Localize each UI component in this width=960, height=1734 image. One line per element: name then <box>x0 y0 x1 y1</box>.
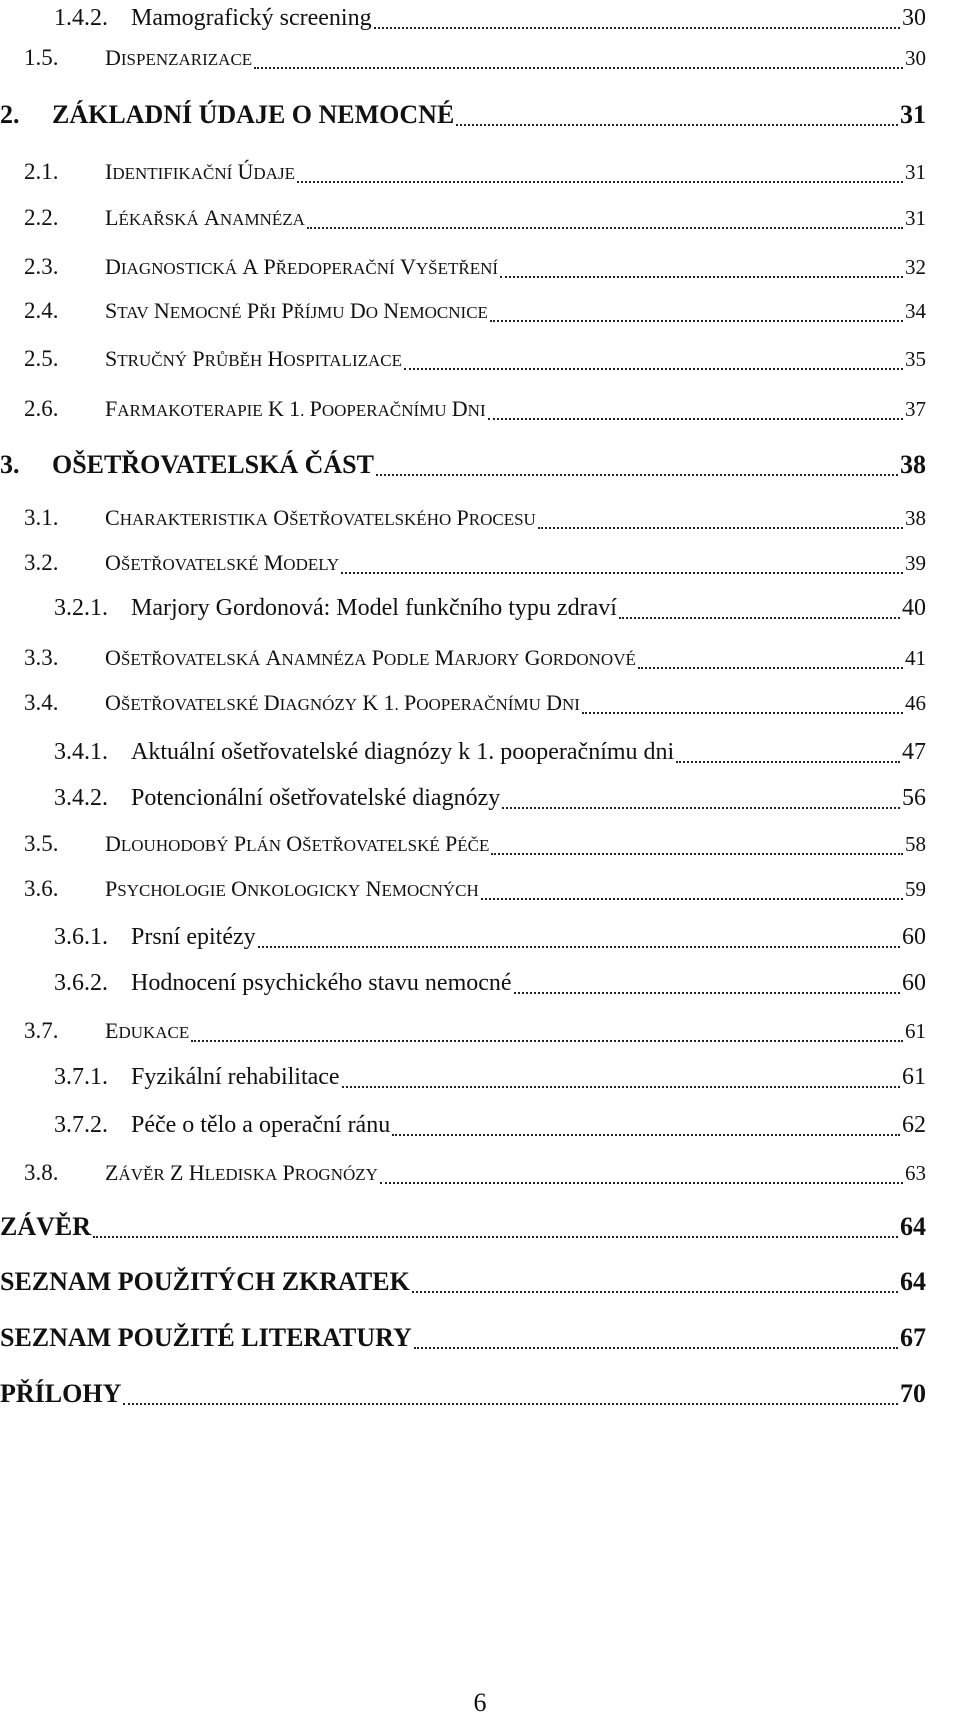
toc-entry-title: Hodnocení psychického stavu nemocné <box>131 970 512 996</box>
toc-entry-title: OŠETŘOVATELSKÁ ČÁST <box>52 450 374 479</box>
toc-entry-page: 64 <box>900 1212 926 1241</box>
toc-entry[interactable] <box>0 734 960 770</box>
toc-entry-title: SEZNAM POUŽITÉ LITERATURY <box>0 1323 412 1352</box>
toc-entry-title: STRUČNÝ PRŮBĚH HOSPITALIZACE <box>105 346 402 371</box>
toc-entry-page: 38 <box>905 506 926 530</box>
toc-leader-dots <box>490 320 903 322</box>
toc-entry-page: 31 <box>900 100 926 129</box>
toc-entry-page: 41 <box>905 646 926 670</box>
toc-entry-number: 3.1. <box>24 505 59 530</box>
toc-leader-dots <box>341 572 903 574</box>
toc-leader-dots <box>342 1086 900 1088</box>
toc-entry-page: 63 <box>905 1161 926 1185</box>
toc-entry-page: 38 <box>900 450 926 479</box>
toc-entry-page: 60 <box>902 924 926 950</box>
toc-entry-number: 2.6. <box>24 396 59 421</box>
toc-entry[interactable] <box>0 200 960 236</box>
toc-entry-title: Aktuální ošetřovatelské diagnózy k 1. pooperačnímu dni <box>131 739 675 765</box>
toc-leader-dots <box>297 181 903 183</box>
toc-entry[interactable] <box>0 1107 960 1143</box>
toc-entry-title: OŠETŘOVATELSKÉ DIAGNÓZY K 1. POOPERAČNÍMU DNI <box>105 690 580 715</box>
toc-leader-dots <box>514 992 900 994</box>
toc-entry-number: 3.2. <box>24 550 59 575</box>
toc-entry-number: 2.3. <box>24 254 59 279</box>
toc-entry-number: 3. <box>0 450 20 479</box>
toc-entry-title: Fyzikální rehabilitace <box>131 1064 340 1090</box>
toc-entry[interactable] <box>0 780 960 816</box>
toc-entry-number: 3.7. <box>24 1018 59 1043</box>
toc-entry-title: IDENTIFIKAČNÍ ÚDAJE <box>105 159 295 184</box>
toc-leader-dots <box>619 617 900 619</box>
toc-entry-title: LÉKAŘSKÁ ANAMNÉZA <box>105 205 305 230</box>
toc-entry-page: 62 <box>902 1112 926 1138</box>
toc-entry[interactable] <box>0 249 960 285</box>
toc-entry-title: OŠETŘOVATELSKÉ MODELY <box>105 550 340 575</box>
toc-entry-number: 2.4. <box>24 298 59 323</box>
toc-entry-number: 3.2.1. <box>54 595 108 621</box>
toc-entry-number: 2.5. <box>24 346 59 371</box>
toc-entry-page: 61 <box>905 1019 926 1043</box>
toc-entry[interactable] <box>0 1264 960 1300</box>
toc-entry-number: 3.6.2. <box>54 970 108 996</box>
toc-entry-page: 40 <box>902 595 926 621</box>
toc-leader-dots <box>500 276 903 278</box>
toc-entry-title: STAV NEMOCNÉ PŘI PŘÍJMU DO NEMOCNICE <box>105 298 488 323</box>
toc-leader-dots <box>380 1182 903 1184</box>
toc-leader-dots <box>412 1291 898 1293</box>
toc-leader-dots <box>374 27 900 29</box>
toc-entry-page: 30 <box>902 5 926 31</box>
toc-entry[interactable] <box>0 40 960 76</box>
toc-entry-page: 31 <box>905 160 926 184</box>
toc-entry-title: EDUKACE <box>105 1018 190 1043</box>
toc-entry-page: 30 <box>905 46 926 70</box>
toc-entry-number: 2. <box>0 100 20 129</box>
toc-leader-dots <box>123 1403 898 1405</box>
toc-leader-dots <box>258 946 900 948</box>
toc-entry[interactable] <box>0 919 960 955</box>
toc-entry-number: 3.6. <box>24 876 59 901</box>
toc-entry[interactable] <box>0 391 960 427</box>
toc-entry[interactable] <box>0 1155 960 1191</box>
toc-entry[interactable] <box>0 341 960 377</box>
toc-entry[interactable] <box>0 1059 960 1095</box>
toc-entry-title: ZÁVĚR Z HLEDISKA PROGNÓZY <box>105 1160 378 1185</box>
toc-leader-dots <box>254 67 903 69</box>
toc-entry[interactable] <box>0 640 960 676</box>
toc-entry-number: 3.4.1. <box>54 739 108 765</box>
toc-entry[interactable] <box>0 871 960 907</box>
toc-entry[interactable] <box>0 1013 960 1049</box>
toc-entry[interactable] <box>0 826 960 862</box>
toc-entry-title: DISPENZARIZACE <box>105 45 253 70</box>
toc-entry-number: 3.7.2. <box>54 1112 108 1138</box>
toc-leader-dots <box>491 853 903 855</box>
toc-leader-dots <box>376 474 898 476</box>
toc-entry-number: 1.4.2. <box>54 5 108 31</box>
toc-leader-dots <box>538 527 903 529</box>
toc-entry[interactable] <box>0 293 960 329</box>
toc-entry-page: 61 <box>902 1064 926 1090</box>
toc-entry-page: 47 <box>902 739 926 765</box>
toc-entry-page: 39 <box>905 551 926 575</box>
toc-entry[interactable] <box>0 500 960 536</box>
toc-leader-dots <box>638 667 903 669</box>
toc-entry[interactable] <box>0 1209 960 1245</box>
toc-entry[interactable] <box>0 154 960 190</box>
toc-leader-dots <box>502 807 900 809</box>
toc-entry[interactable] <box>0 447 960 483</box>
toc-entry[interactable] <box>0 1320 960 1356</box>
toc-entry-number: 3.4.2. <box>54 785 108 811</box>
toc-leader-dots <box>676 761 900 763</box>
toc-entry-title: OŠETŘOVATELSKÁ ANAMNÉZA PODLE MARJORY GORDONOVÉ <box>105 645 636 670</box>
toc-entry-title: ZÁVĚR <box>0 1212 92 1241</box>
toc-leader-dots <box>488 418 903 420</box>
toc-entry-page: 34 <box>905 299 926 323</box>
toc-leader-dots <box>481 898 903 900</box>
toc-entry-title: DIAGNOSTICKÁ A PŘEDOPERAČNÍ VYŠETŘENÍ <box>105 254 499 279</box>
toc-leader-dots <box>392 1134 900 1136</box>
toc-entry-number: 3.7.1. <box>54 1064 108 1090</box>
toc-entry-title: PSYCHOLOGIE ONKOLOGICKY NEMOCNÝCH <box>105 876 479 901</box>
toc-entry[interactable] <box>0 545 960 581</box>
toc-entry-page: 31 <box>905 206 926 230</box>
toc-entry-number: 2.1. <box>24 159 59 184</box>
page-number: 6 <box>473 1688 487 1717</box>
toc-entry-number: 1.5. <box>24 45 59 70</box>
toc-entry-page: 37 <box>905 397 926 421</box>
toc-entry-title: CHARAKTERISTIKA OŠETŘOVATELSKÉHO PROCESU <box>105 505 536 530</box>
toc-entry[interactable] <box>0 97 960 133</box>
toc-entry-page: 64 <box>900 1267 926 1296</box>
toc-entry[interactable] <box>0 1376 960 1412</box>
toc-entry-page: 32 <box>905 255 926 279</box>
toc-entry[interactable] <box>0 590 960 626</box>
toc-entry-number: 3.3. <box>24 645 59 670</box>
toc-entry[interactable] <box>0 685 960 721</box>
toc-entry-title: Potencionální ošetřovatelské diagnózy <box>131 785 501 811</box>
toc-entry[interactable] <box>0 0 960 36</box>
toc-entry-number: 3.4. <box>24 690 59 715</box>
toc-leader-dots <box>582 712 903 714</box>
toc-entry-page: 58 <box>905 832 926 856</box>
toc-entry-page: 56 <box>902 785 926 811</box>
toc-entry-title: Mamografický screening <box>131 5 372 31</box>
toc-leader-dots <box>307 227 903 229</box>
toc-leader-dots <box>93 1236 898 1238</box>
toc-entry-page: 67 <box>900 1323 926 1352</box>
toc-entry-title: Marjory Gordonová: Model funkčního typu zdraví <box>131 595 617 621</box>
toc-leader-dots <box>414 1347 898 1349</box>
toc-entry-title: Péče o tělo a operační ránu <box>131 1112 391 1138</box>
toc-entry-page: 35 <box>905 347 926 371</box>
toc-entry-page: 59 <box>905 877 926 901</box>
toc-entry-title: PŘÍLOHY <box>0 1379 122 1408</box>
toc-entry-number: 2.2. <box>24 205 59 230</box>
toc-entry-title: SEZNAM POUŽITÝCH ZKRATEK <box>0 1267 410 1296</box>
toc-entry-title: FARMAKOTERAPIE K 1. POOPERAČNÍMU DNI <box>105 396 486 421</box>
toc-entry-page: 70 <box>900 1379 926 1408</box>
toc-leader-dots <box>456 124 898 126</box>
toc-leader-dots <box>404 368 903 370</box>
toc-entry-title: ZÁKLADNÍ ÚDAJE O NEMOCNÉ <box>52 100 455 129</box>
toc-leader-dots <box>191 1040 903 1042</box>
toc-entry-number: 3.6.1. <box>54 924 108 950</box>
toc-entry-page: 46 <box>905 691 926 715</box>
toc-entry-number: 3.5. <box>24 831 59 856</box>
toc-entry-page: 60 <box>902 970 926 996</box>
toc-entry[interactable] <box>0 965 960 1001</box>
toc-entry-title: Prsní epitézy <box>131 924 256 950</box>
toc-entry-title: DLOUHODOBÝ PLÁN OŠETŘOVATELSKÉ PÉČE <box>105 831 490 856</box>
toc-entry-number: 3.8. <box>24 1160 59 1185</box>
